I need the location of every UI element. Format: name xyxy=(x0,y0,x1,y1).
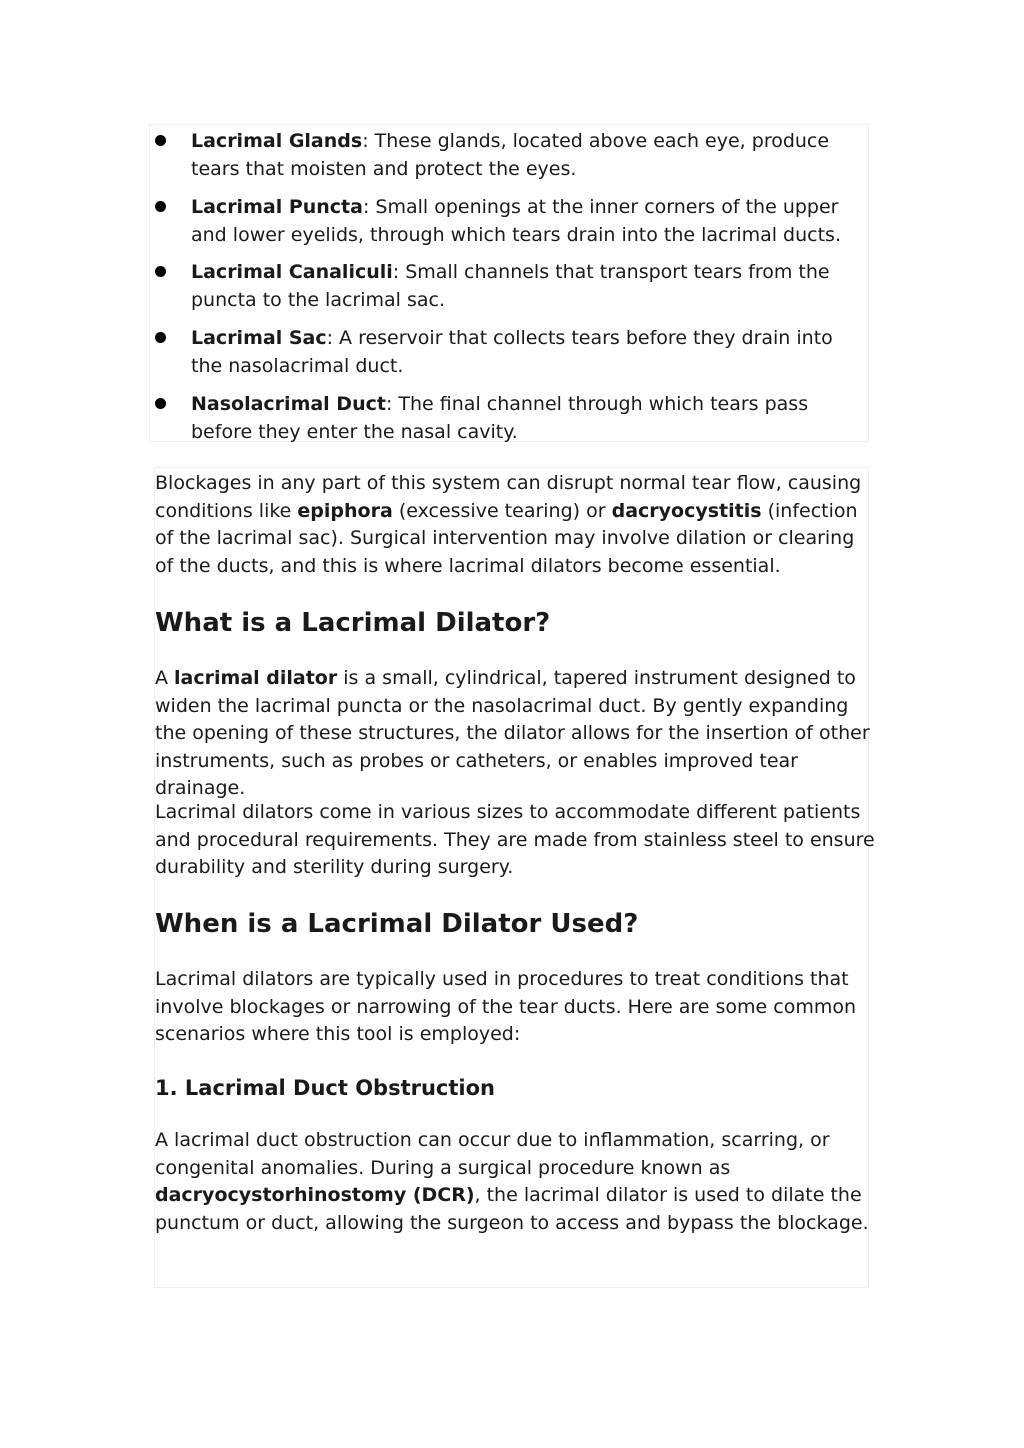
term-dcr: dacryocystorhinostomy (DCR) xyxy=(155,1184,475,1207)
subsection-heading-obstruction: 1. Lacrimal Duct Obstruction xyxy=(155,1076,495,1100)
text-run: is a small, cylindrical, tapered instrument designed to widen the lacrimal puncta or the nasolacrimal duct. By gently expanding the opening of these structures, the dilator allows for the insertion of other instruments, such as probes or catheters, or enables improved tear drainage. xyxy=(155,667,870,800)
list-item-term: Nasolacrimal Duct xyxy=(191,393,386,415)
text-run: A lacrimal duct obstruction can occur due to inflammation, scarring, or congenital anomalies. During a surgical procedure known as xyxy=(155,1129,830,1179)
text-run: Blockages in any part of this system can disrupt normal tear flow, causing conditions like xyxy=(155,472,862,522)
what-paragraph-2: Lacrimal dilators come in various sizes to accommodate different patients and procedural requirements. They are made from stainless steel to ensure durability and sterility during surgery. xyxy=(155,801,875,879)
when-paragraph-1: Lacrimal dilators are typically used in procedures to treat conditions that involve blockages or narrowing of the tear ducts. Here are some common scenarios where this tool is employed: xyxy=(155,968,857,1046)
list-item-description: : The final channel through which tears pass before they enter the nasal cavity. xyxy=(191,393,809,443)
list-item-term: Lacrimal Puncta xyxy=(191,196,363,218)
list-item-text xyxy=(191,127,871,183)
list-item-text xyxy=(191,324,841,380)
bullet-icon xyxy=(155,266,166,277)
list-item-description: : These glands, located above each eye, produce tears that moisten and protect the eyes. xyxy=(191,130,830,180)
term-lacrimal-dilator: lacrimal dilator xyxy=(174,667,338,689)
term-dacryocystitis: dacryocystitis xyxy=(611,499,762,522)
text-run: , the lacrimal dilator is used to dilate the punctum or duct, allowing the surgeon to access and bypass the blockage. xyxy=(155,1184,869,1234)
list-item-term: Lacrimal Sac xyxy=(191,327,327,349)
bullet-icon xyxy=(155,398,166,409)
list-item-text xyxy=(191,258,871,314)
section-heading-what: What is a Lacrimal Dilator? xyxy=(155,608,551,638)
bullet-icon xyxy=(155,332,166,343)
bullet-icon xyxy=(155,201,166,212)
blockages-paragraph xyxy=(155,470,875,580)
term-epiphora: epiphora xyxy=(297,499,393,522)
text-run: A xyxy=(155,667,175,689)
text-run: (infection of the lacrimal sac). Surgical intervention may involve dilation or clearing of the ducts, and this is where lacrimal dilators become essential. xyxy=(155,499,858,577)
list-item-description: : Small channels that transport tears from the puncta to the lacrimal sac. xyxy=(191,261,830,311)
what-paragraph-1 xyxy=(155,665,875,803)
list-item-text xyxy=(191,193,871,249)
list-item-term: Lacrimal Glands xyxy=(191,130,363,152)
bullet-icon xyxy=(155,135,166,146)
list-item-description: : Small openings at the inner corners of the upper and lower eyelids, through which tears drain into the lacrimal ducts. xyxy=(191,196,841,246)
text-run: (excessive tearing) or xyxy=(392,499,612,522)
list-item-term: Lacrimal Canaliculi xyxy=(191,261,393,283)
obstruction-paragraph xyxy=(155,1127,875,1237)
section-heading-when: When is a Lacrimal Dilator Used? xyxy=(155,909,639,939)
list-item-description: : A reservoir that collects tears before they drain into the nasolacrimal duct. xyxy=(191,327,833,377)
list-item-text xyxy=(191,390,851,446)
